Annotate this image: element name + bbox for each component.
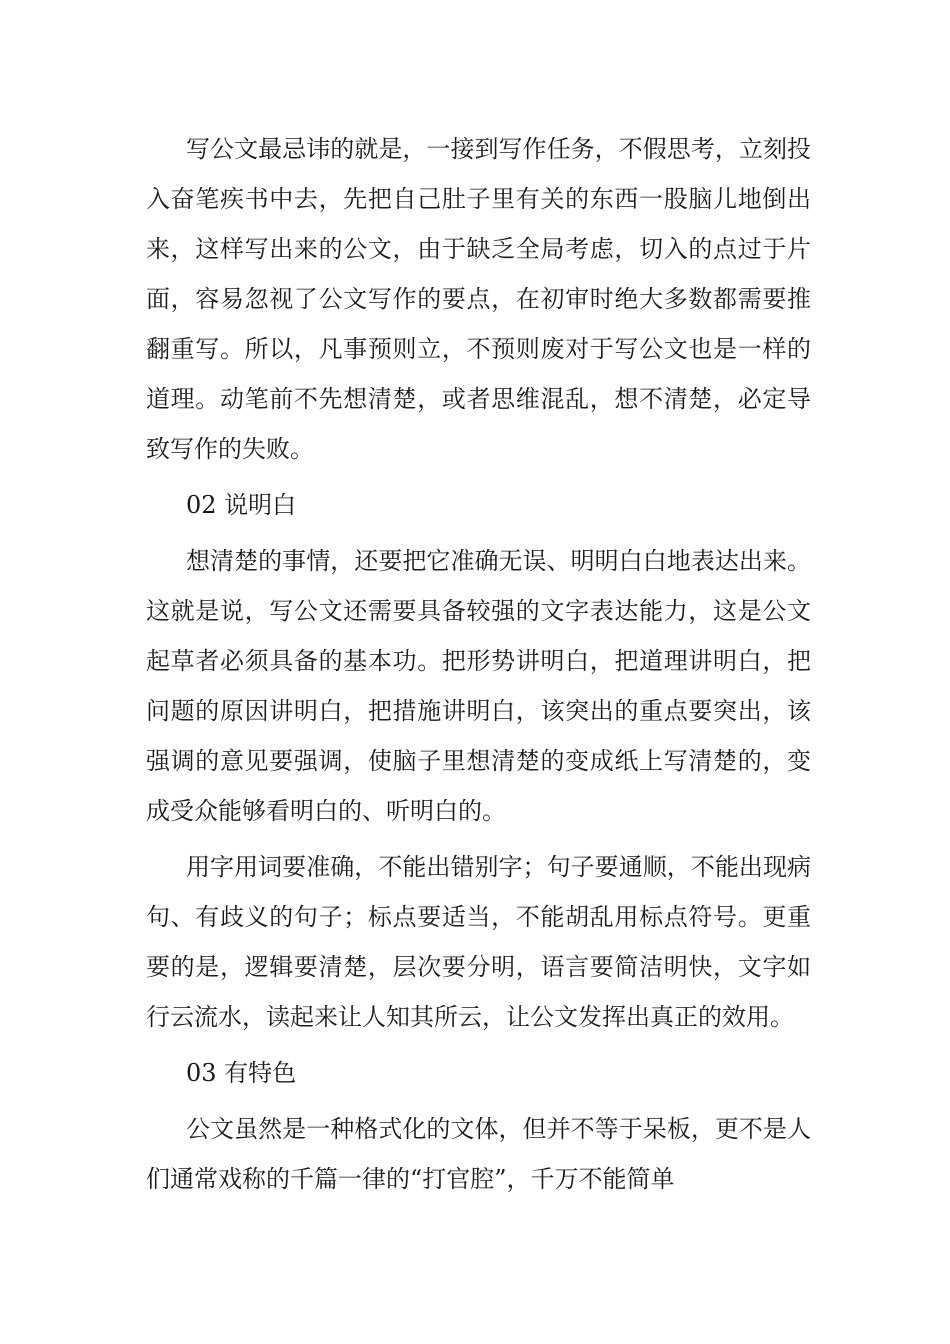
section-heading: 02 说明白 [186,491,297,519]
document-body [146,124,811,1210]
body-paragraph: 写公文最忌讳的就是，一接到写作任务，不假思考，立刻投入奋笔疾书中去，先把自己肚子里有关的东西一股脑儿地倒出来，这样写出来的公文，由于缺乏全局考虑，切入的点过于片面，容易忽视了公文写作的要点，在初审时绝大多数都需要推翻重写。所以，凡事预则立，不预则废对于写公文也是一样的道理。动笔前不先想清楚，或者思维混乱，想不清楚，必定导致写作的失败。 [146,135,811,463]
body-paragraph: 想清楚的事情，还要把它准确无误、明明白白地表达出来。这就是说，写公文还需要具备较强的文字表达能力，这是公文起草者必须具备的基本功。把形势讲明白，把道理讲明白，把问题的原因讲明白，把措施讲明白，该突出的重点要突出，该强调的意见要强调，使脑子里想清楚的变成纸上写清楚的，变成受众能够看明白的、听明白的。 [146,547,811,825]
body-paragraph: 用字用词要准确，不能出错别字；句子要通顺，不能出现病句、有歧义的句子；标点要适当，不能胡乱用标点符号。更重要的是，逻辑要清楚，层次要分明，语言要简洁明快，文字如行云流水，读起来让人知其所云，让公文发挥出真正的效用。 [146,853,811,1031]
section-heading: 03 有特色 [186,1059,297,1087]
body-paragraph: 公文虽然是一种格式化的文体，但并不等于呆板，更不是人们通常戏称的千篇一律的“打官腔”，千万不能简单 [146,1115,811,1193]
